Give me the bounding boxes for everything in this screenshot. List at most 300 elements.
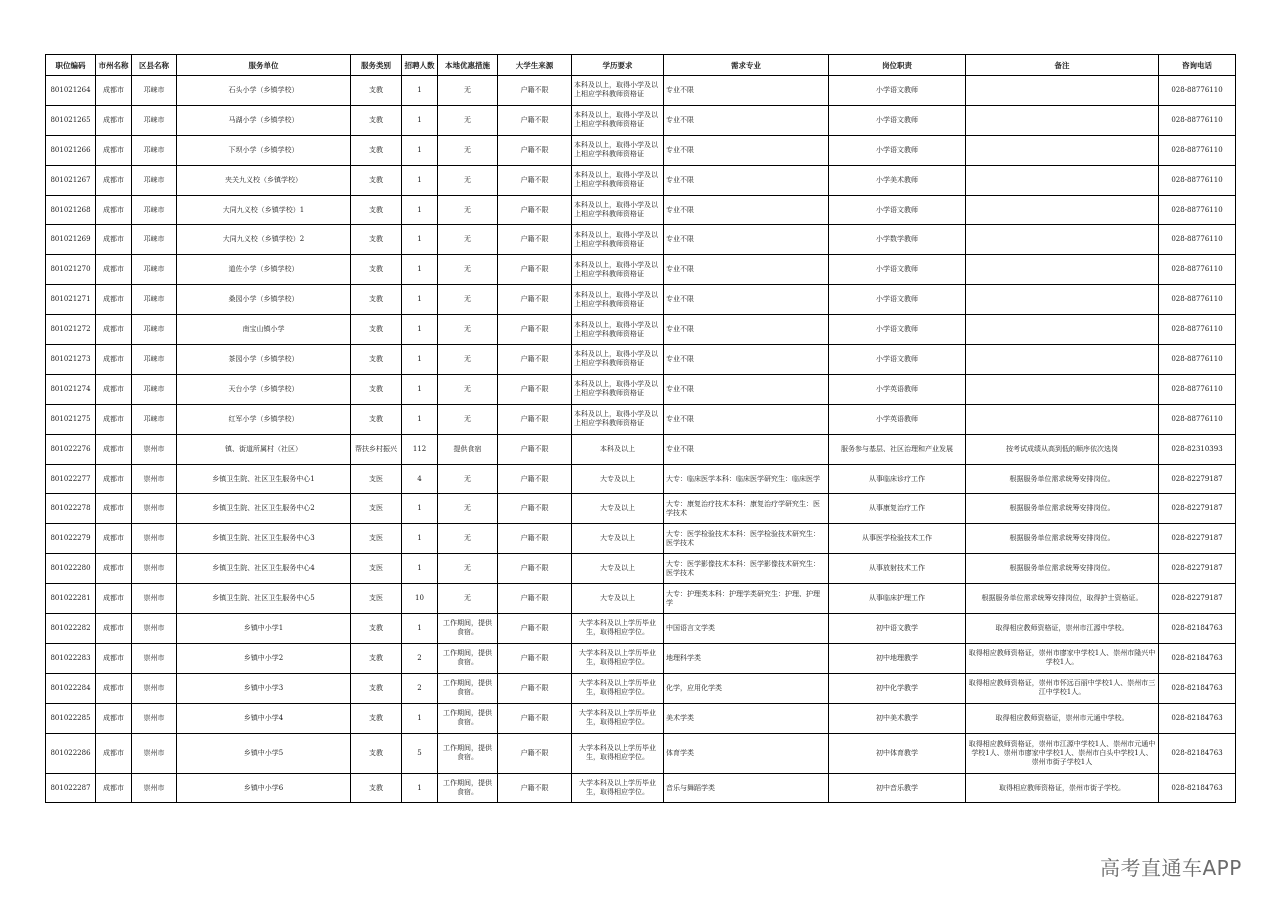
table-cell: 成都市 — [96, 195, 132, 225]
table-cell: 1 — [402, 105, 438, 135]
table-cell: 大专：护理类本科：护理学类研究生：护理、护理学 — [664, 584, 829, 614]
table-cell: 801021267 — [46, 165, 96, 195]
table-cell: 户籍不限 — [498, 315, 572, 345]
table-cell: 崇州市 — [132, 434, 177, 464]
table-cell: 户籍不限 — [498, 285, 572, 315]
table-cell: 1 — [402, 165, 438, 195]
table-cell: 崇州市 — [132, 673, 177, 703]
table-cell: 801021272 — [46, 315, 96, 345]
table-cell: 小学语文教师 — [829, 285, 966, 315]
table-cell: 成都市 — [96, 404, 132, 434]
table-cell: 小学语文教师 — [829, 345, 966, 375]
table-cell: 户籍不限 — [498, 614, 572, 644]
table-cell: 取得相应教师资格证，崇州市元通中学校。 — [966, 703, 1159, 733]
table-cell: 支教 — [351, 195, 402, 225]
table-cell: 成都市 — [96, 285, 132, 315]
column-header: 岗位职责 — [829, 55, 966, 76]
table-cell: 从事放射技术工作 — [829, 554, 966, 584]
table-cell: 夹关九义校（乡镇学校） — [177, 165, 351, 195]
table-cell: 支教 — [351, 285, 402, 315]
table-cell: 取得相应教师资格证，崇州市街子学校。 — [966, 773, 1159, 803]
table-cell: 无 — [438, 524, 498, 554]
table-row — [46, 673, 1236, 703]
table-cell: 支教 — [351, 643, 402, 673]
table-cell: 户籍不限 — [498, 554, 572, 584]
table-cell: 南宝山镇小学 — [177, 315, 351, 345]
table-cell: 801021275 — [46, 404, 96, 434]
column-header: 需求专业 — [664, 55, 829, 76]
table-row — [46, 614, 1236, 644]
table-cell: 无 — [438, 195, 498, 225]
table-cell: 801022280 — [46, 554, 96, 584]
table-cell: 户籍不限 — [498, 135, 572, 165]
table-cell: 支医 — [351, 464, 402, 494]
table-cell: 户籍不限 — [498, 494, 572, 524]
table-cell — [966, 76, 1159, 106]
table-row — [46, 733, 1236, 773]
table-cell: 初中音乐教学 — [829, 773, 966, 803]
table-cell: 大学本科及以上学历毕业生，取得相应学位。 — [572, 614, 664, 644]
table-cell: 小学英语教师 — [829, 404, 966, 434]
table-cell: 专业不限 — [664, 434, 829, 464]
table-cell: 户籍不限 — [498, 255, 572, 285]
table-cell: 028-88776110 — [1159, 374, 1236, 404]
table-cell: 028-82184763 — [1159, 643, 1236, 673]
table-cell: 801021268 — [46, 195, 96, 225]
table-cell: 无 — [438, 135, 498, 165]
table-cell: 户籍不限 — [498, 643, 572, 673]
table-row — [46, 165, 1236, 195]
table-cell: 户籍不限 — [498, 434, 572, 464]
table-cell: 提供食宿 — [438, 434, 498, 464]
table-cell: 1 — [402, 374, 438, 404]
table-cell: 5 — [402, 733, 438, 773]
table-cell: 028-88776110 — [1159, 165, 1236, 195]
table-cell: 1 — [402, 614, 438, 644]
table-cell: 028-88776110 — [1159, 285, 1236, 315]
column-header: 咨询电话 — [1159, 55, 1236, 76]
table-cell: 成都市 — [96, 464, 132, 494]
table-cell: 028-88776110 — [1159, 105, 1236, 135]
table-cell: 初中地理教学 — [829, 643, 966, 673]
table-cell: 崇州市 — [132, 733, 177, 773]
table-cell: 大专及以上 — [572, 554, 664, 584]
table-cell: 从事康复治疗工作 — [829, 494, 966, 524]
table-cell: 工作期间，提供食宿。 — [438, 703, 498, 733]
table-cell: 专业不限 — [664, 404, 829, 434]
table-cell: 1 — [402, 135, 438, 165]
table-row — [46, 255, 1236, 285]
table-cell: 大同九义校（乡镇学校）2 — [177, 225, 351, 255]
table-cell: 无 — [438, 285, 498, 315]
table-cell: 028-82184763 — [1159, 733, 1236, 773]
table-cell: 从事临床诊疗工作 — [829, 464, 966, 494]
table-cell: 户籍不限 — [498, 673, 572, 703]
table-cell: 无 — [438, 374, 498, 404]
table-cell: 无 — [438, 225, 498, 255]
table-cell: 本科及以上，取得小学及以上相应学科教师资格证 — [572, 105, 664, 135]
table-cell: 乡镇中小学3 — [177, 673, 351, 703]
table-cell: 服务参与基层、社区治理和产业发展 — [829, 434, 966, 464]
table-cell: 028-88776110 — [1159, 135, 1236, 165]
table-cell: 专业不限 — [664, 135, 829, 165]
table-cell: 邛崃市 — [132, 135, 177, 165]
table-cell: 大专及以上 — [572, 584, 664, 614]
table-cell — [966, 404, 1159, 434]
table-cell: 小学语文教师 — [829, 135, 966, 165]
table-row — [46, 464, 1236, 494]
column-header: 招聘人数 — [402, 55, 438, 76]
column-header: 服务单位 — [177, 55, 351, 76]
table-row — [46, 773, 1236, 803]
table-cell: 成都市 — [96, 76, 132, 106]
table-cell: 邛崃市 — [132, 345, 177, 375]
table-cell: 028-82310393 — [1159, 434, 1236, 464]
table-cell — [966, 285, 1159, 315]
table-row — [46, 434, 1236, 464]
column-header: 市州名称 — [96, 55, 132, 76]
table-cell: 1 — [402, 494, 438, 524]
table-cell: 帮扶乡村振兴 — [351, 434, 402, 464]
table-cell: 户籍不限 — [498, 584, 572, 614]
table-cell: 无 — [438, 494, 498, 524]
table-cell: 1 — [402, 554, 438, 584]
table-cell: 支医 — [351, 524, 402, 554]
table-cell — [966, 374, 1159, 404]
table-cell: 崇州市 — [132, 643, 177, 673]
table-cell: 邛崃市 — [132, 374, 177, 404]
column-header: 区县名称 — [132, 55, 177, 76]
table-cell: 马湖小学（乡镇学校） — [177, 105, 351, 135]
table-cell: 无 — [438, 464, 498, 494]
table-cell: 石头小学（乡镇学校） — [177, 76, 351, 106]
table-cell: 工作期间，提供食宿。 — [438, 614, 498, 644]
table-cell: 取得相应教师资格证，崇州市江源中学校1人、崇州市元通中学校1人、崇州市廖家中学校1人、崇州市白头中学校1人、崇州市街子学校1人 — [966, 733, 1159, 773]
table-cell: 邛崃市 — [132, 404, 177, 434]
table-cell — [966, 195, 1159, 225]
table-cell: 028-88776110 — [1159, 76, 1236, 106]
recruitment-table — [45, 54, 1236, 803]
table-cell: 无 — [438, 584, 498, 614]
table-cell: 根据服务单位需求统筹安排岗位。 — [966, 524, 1159, 554]
table-cell: 取得相应教师资格证，崇州市江源中学校。 — [966, 614, 1159, 644]
table-cell: 小学美术教师 — [829, 165, 966, 195]
table-cell: 户籍不限 — [498, 374, 572, 404]
table-cell: 成都市 — [96, 105, 132, 135]
table-cell: 本科及以上，取得小学及以上相应学科教师资格证 — [572, 255, 664, 285]
table-cell — [966, 225, 1159, 255]
table-cell: 成都市 — [96, 135, 132, 165]
table-cell: 成都市 — [96, 673, 132, 703]
table-cell: 大学本科及以上学历毕业生，取得相应学位。 — [572, 733, 664, 773]
table-cell: 成都市 — [96, 165, 132, 195]
table-cell: 崇州市 — [132, 703, 177, 733]
table-cell: 801022282 — [46, 614, 96, 644]
table-cell: 大专：医学影像技术本科：医学影像技术研究生：医学技术 — [664, 554, 829, 584]
table-cell: 茶园小学（乡镇学校） — [177, 345, 351, 375]
table-row — [46, 76, 1236, 106]
table-cell: 028-82279187 — [1159, 464, 1236, 494]
table-cell: 成都市 — [96, 733, 132, 773]
table-cell: 028-88776110 — [1159, 315, 1236, 345]
table-cell: 成都市 — [96, 494, 132, 524]
table-cell: 1 — [402, 285, 438, 315]
table-cell: 红军小学（乡镇学校） — [177, 404, 351, 434]
table-cell: 801022284 — [46, 673, 96, 703]
table-row — [46, 643, 1236, 673]
table-cell: 10 — [402, 584, 438, 614]
table-cell: 美术学类 — [664, 703, 829, 733]
table-cell: 本科及以上，取得小学及以上相应学科教师资格证 — [572, 76, 664, 106]
table-cell: 成都市 — [96, 773, 132, 803]
table-row — [46, 524, 1236, 554]
table-cell: 专业不限 — [664, 225, 829, 255]
table-cell: 801021269 — [46, 225, 96, 255]
table-cell: 小学语文教师 — [829, 76, 966, 106]
table-cell: 下坝小学（乡镇学校） — [177, 135, 351, 165]
table-cell: 028-82184763 — [1159, 773, 1236, 803]
table-cell: 支教 — [351, 105, 402, 135]
table-cell: 崇州市 — [132, 494, 177, 524]
table-cell: 028-82184763 — [1159, 673, 1236, 703]
table-cell: 028-88776110 — [1159, 255, 1236, 285]
table-cell: 专业不限 — [664, 345, 829, 375]
table-cell: 按考试成绩从高到低的顺序依次选岗 — [966, 434, 1159, 464]
table-cell: 1 — [402, 76, 438, 106]
table-cell: 无 — [438, 315, 498, 345]
table-cell: 专业不限 — [664, 76, 829, 106]
table-cell: 大学本科及以上学历毕业生，取得相应学位。 — [572, 773, 664, 803]
table-cell: 支教 — [351, 255, 402, 285]
table-cell: 邛崃市 — [132, 76, 177, 106]
table-cell: 028-82279187 — [1159, 584, 1236, 614]
table-cell: 支教 — [351, 374, 402, 404]
table-cell: 初中体育教学 — [829, 733, 966, 773]
table-cell: 大专及以上 — [572, 524, 664, 554]
table-cell: 无 — [438, 76, 498, 106]
table-cell: 112 — [402, 434, 438, 464]
table-cell: 1 — [402, 345, 438, 375]
table-cell: 801022286 — [46, 733, 96, 773]
table-cell: 中国语言文学类 — [664, 614, 829, 644]
table-row — [46, 315, 1236, 345]
column-header: 学历要求 — [572, 55, 664, 76]
table-cell: 1 — [402, 524, 438, 554]
table-cell: 支教 — [351, 404, 402, 434]
watermark: 高考直通车APP — [1100, 856, 1242, 880]
table-cell: 801022277 — [46, 464, 96, 494]
table-cell: 取得相应教师资格证，崇州市怀远百丽中学校1人、崇州市三江中学校1人。 — [966, 673, 1159, 703]
table-cell: 成都市 — [96, 315, 132, 345]
table-cell: 道佐小学（乡镇学校） — [177, 255, 351, 285]
table-cell: 本科及以上 — [572, 434, 664, 464]
table-cell: 成都市 — [96, 584, 132, 614]
table-cell: 成都市 — [96, 524, 132, 554]
table-cell: 1 — [402, 195, 438, 225]
table-cell: 专业不限 — [664, 105, 829, 135]
table-row — [46, 105, 1236, 135]
table-cell: 支医 — [351, 584, 402, 614]
table-cell: 邛崃市 — [132, 285, 177, 315]
table-cell: 无 — [438, 554, 498, 584]
table-cell: 乡镇中小学4 — [177, 703, 351, 733]
table-cell: 支教 — [351, 703, 402, 733]
table-cell: 小学语文教师 — [829, 315, 966, 345]
table-cell: 成都市 — [96, 255, 132, 285]
table-cell: 根据服务单位需求统筹安排岗位，取得护士资格证。 — [966, 584, 1159, 614]
table-cell: 801022279 — [46, 524, 96, 554]
column-header: 大学生来源 — [498, 55, 572, 76]
table-cell: 1 — [402, 315, 438, 345]
table-cell: 崇州市 — [132, 524, 177, 554]
table-cell: 乡镇中小学2 — [177, 643, 351, 673]
table-row — [46, 345, 1236, 375]
table-row — [46, 584, 1236, 614]
table-body — [46, 76, 1236, 803]
table-cell: 根据服务单位需求统筹安排岗位。 — [966, 464, 1159, 494]
table-cell: 无 — [438, 165, 498, 195]
table-cell: 支教 — [351, 614, 402, 644]
table-cell: 户籍不限 — [498, 404, 572, 434]
table-row — [46, 703, 1236, 733]
table-cell: 邛崃市 — [132, 165, 177, 195]
table-cell: 邛崃市 — [132, 105, 177, 135]
table-cell: 028-88776110 — [1159, 404, 1236, 434]
table-cell: 成都市 — [96, 345, 132, 375]
table-cell: 户籍不限 — [498, 524, 572, 554]
table-cell — [966, 255, 1159, 285]
table-cell: 地理科学类 — [664, 643, 829, 673]
table-cell: 无 — [438, 255, 498, 285]
table-cell: 户籍不限 — [498, 733, 572, 773]
table-cell: 大学本科及以上学历毕业生，取得相应学位。 — [572, 703, 664, 733]
table-cell: 崇州市 — [132, 614, 177, 644]
table-cell: 无 — [438, 345, 498, 375]
table-cell: 乡镇中小学1 — [177, 614, 351, 644]
table-cell: 乡镇中小学6 — [177, 773, 351, 803]
table-cell: 支教 — [351, 76, 402, 106]
table-cell: 成都市 — [96, 225, 132, 255]
table-cell: 支教 — [351, 773, 402, 803]
table-cell: 从事医学检验技术工作 — [829, 524, 966, 554]
table-cell: 无 — [438, 404, 498, 434]
table-cell: 1 — [402, 773, 438, 803]
table-cell: 1 — [402, 255, 438, 285]
table-cell: 镇、街道所属村（社区） — [177, 434, 351, 464]
table-cell: 4 — [402, 464, 438, 494]
table-cell: 乡镇卫生院、社区卫生服务中心1 — [177, 464, 351, 494]
table-cell: 801022276 — [46, 434, 96, 464]
table-row — [46, 195, 1236, 225]
table-cell: 户籍不限 — [498, 105, 572, 135]
table-cell: 专业不限 — [664, 315, 829, 345]
table-row — [46, 374, 1236, 404]
table-cell: 乡镇卫生院、社区卫生服务中心2 — [177, 494, 351, 524]
table-cell: 邛崃市 — [132, 315, 177, 345]
table-cell: 户籍不限 — [498, 703, 572, 733]
table-cell: 801022285 — [46, 703, 96, 733]
table-cell: 1 — [402, 703, 438, 733]
table-cell: 大专及以上 — [572, 464, 664, 494]
table-cell: 专业不限 — [664, 255, 829, 285]
table-cell: 支教 — [351, 135, 402, 165]
table-row — [46, 404, 1236, 434]
table-cell: 体育学类 — [664, 733, 829, 773]
table-cell: 支教 — [351, 345, 402, 375]
table-cell: 专业不限 — [664, 285, 829, 315]
table-cell: 801021265 — [46, 105, 96, 135]
table-cell: 邛崃市 — [132, 195, 177, 225]
table-cell: 大学本科及以上学历毕业生，取得相应学位。 — [572, 643, 664, 673]
table-cell: 乡镇卫生院、社区卫生服务中心4 — [177, 554, 351, 584]
table-cell: 本科及以上，取得小学及以上相应学科教师资格证 — [572, 225, 664, 255]
table-cell — [966, 165, 1159, 195]
table-cell: 户籍不限 — [498, 773, 572, 803]
table-cell — [966, 135, 1159, 165]
table-cell: 大专：临床医学本科：临床医学研究生：临床医学 — [664, 464, 829, 494]
column-header: 备注 — [966, 55, 1159, 76]
table-cell: 专业不限 — [664, 374, 829, 404]
table-cell: 户籍不限 — [498, 76, 572, 106]
table-cell: 桑园小学（乡镇学校） — [177, 285, 351, 315]
table-cell: 成都市 — [96, 703, 132, 733]
table-cell: 本科及以上，取得小学及以上相应学科教师资格证 — [572, 315, 664, 345]
table-cell: 从事临床护理工作 — [829, 584, 966, 614]
table-cell: 崇州市 — [132, 584, 177, 614]
table-cell: 2 — [402, 643, 438, 673]
table-cell: 本科及以上，取得小学及以上相应学科教师资格证 — [572, 135, 664, 165]
table-cell — [966, 315, 1159, 345]
table-cell: 801022281 — [46, 584, 96, 614]
table-cell: 工作期间，提供食宿。 — [438, 733, 498, 773]
table-cell: 801022278 — [46, 494, 96, 524]
table-cell: 户籍不限 — [498, 195, 572, 225]
table-cell: 邛崃市 — [132, 255, 177, 285]
table-cell: 2 — [402, 673, 438, 703]
table-cell: 工作期间，提供食宿。 — [438, 673, 498, 703]
table-row — [46, 494, 1236, 524]
table-cell: 无 — [438, 105, 498, 135]
table-cell: 户籍不限 — [498, 165, 572, 195]
table-cell: 支医 — [351, 494, 402, 524]
table-cell: 小学数学教师 — [829, 225, 966, 255]
table-cell: 小学语文教师 — [829, 105, 966, 135]
table-cell: 支教 — [351, 733, 402, 773]
column-header: 职位编码 — [46, 55, 96, 76]
table-cell: 成都市 — [96, 554, 132, 584]
table-cell: 乡镇中小学5 — [177, 733, 351, 773]
table-cell: 028-82184763 — [1159, 614, 1236, 644]
table-cell: 邛崃市 — [132, 225, 177, 255]
table-cell — [966, 105, 1159, 135]
table-cell: 028-82184763 — [1159, 703, 1236, 733]
table-cell: 本科及以上，取得小学及以上相应学科教师资格证 — [572, 374, 664, 404]
table-cell: 成都市 — [96, 643, 132, 673]
table-cell: 大专及以上 — [572, 494, 664, 524]
table-header — [46, 55, 1236, 76]
table-cell: 028-82279187 — [1159, 524, 1236, 554]
table-cell: 户籍不限 — [498, 345, 572, 375]
table-row — [46, 135, 1236, 165]
table-cell: 801022283 — [46, 643, 96, 673]
table-cell: 工作期间，提供食宿。 — [438, 773, 498, 803]
table-cell: 本科及以上，取得小学及以上相应学科教师资格证 — [572, 345, 664, 375]
table-row — [46, 225, 1236, 255]
table-cell: 大专：医学检验技术本科：医学检验技术研究生：医学技术 — [664, 524, 829, 554]
table-cell: 专业不限 — [664, 165, 829, 195]
header-row — [46, 55, 1236, 76]
table-cell: 028-82279187 — [1159, 494, 1236, 524]
